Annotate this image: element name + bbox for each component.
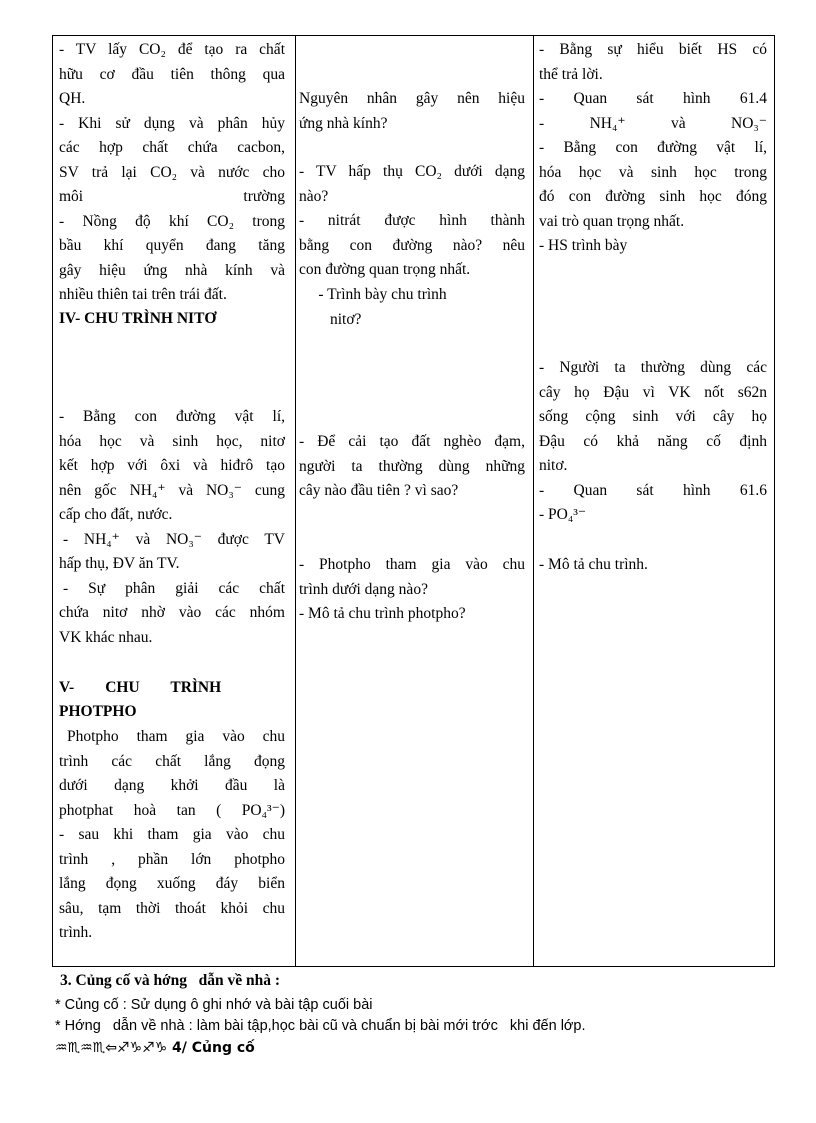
col2-question-soil (299, 430, 525, 504)
section-v-heading: V- CHU TRÌNH (59, 679, 222, 696)
col3-answers-b (539, 356, 767, 528)
text-line: - Mô tả chu trình photpho? (299, 605, 466, 622)
section-v-heading-cont: PHOTPHO (59, 703, 137, 720)
text-line: trình các chất lắng đọng (59, 752, 285, 770)
text-line: Đậu có khả năng cố định (539, 432, 767, 450)
text-line: hóa học và sinh học trong (539, 163, 767, 181)
text-line: hữu cơ đầu tiên thông qua (59, 65, 285, 83)
footer-heading: 3. Củng cố và hớng dẫn về nhà : (60, 972, 281, 989)
text-line: - NH₄⁺ và NO₃⁻ được TV (63, 530, 285, 548)
col2-question-greenhouse (299, 87, 525, 136)
text-line: dưới dạng khởi đầu là (59, 777, 285, 794)
text-line: SV trả lại CO₂ và nước cho (59, 163, 285, 181)
text-line: - TV hấp thụ CO₂ dưới dạng (299, 163, 525, 180)
text-line: Nguyên nhân gây nên hiệu (299, 90, 525, 107)
footer-line-2: * Hớng dẫn về nhà : làm bài tập,học bài cũ và chuẩn bị bài mới trớc khi đến lớp. (55, 1018, 586, 1034)
text-line: - Photpho tham gia vào chu (299, 556, 525, 573)
text-line: - HS trình bày (539, 237, 628, 254)
text-line: nitơ. (539, 457, 568, 474)
text-line: cấp cho đất, nước. (59, 506, 173, 523)
text-line: - Nồng độ khí CO₂ trong (59, 212, 285, 230)
text-line: bằng con đường nào? nêu (299, 236, 525, 254)
col3-answers-c (539, 553, 648, 578)
text-line: - Sự phân giải các chất (63, 579, 285, 597)
text-line: - Mô tả chu trình. (539, 556, 648, 573)
col2-question-co2-nitrate (299, 160, 525, 283)
text-line: Photpho tham gia vào chu (67, 728, 285, 745)
text-line: nhiều thiên tai trên trái đất. (59, 286, 227, 303)
text-line: nào? (299, 187, 329, 205)
text-line: - Khi sử dụng và phân hủy (59, 114, 285, 132)
col1-block-b (59, 405, 285, 650)
text-line: người ta thường dùng những (299, 457, 525, 475)
text-line: - Trình bày chu trình (299, 286, 447, 303)
text-line: trình dưới dạng nào? (299, 580, 428, 598)
text-line: - Quan sát hình 61.4 (539, 90, 767, 107)
text-line: - Để cải tạo đất nghèo đạm, (299, 433, 525, 450)
text-line: - TV lấy CO₂ để tạo ra chất (59, 41, 285, 58)
text-line: VK khác nhau. (59, 628, 153, 646)
text-line: trình. (59, 924, 93, 941)
column-divider-1 (295, 36, 296, 966)
footer-line-3: ♒♏♒♏⇦♐♑♐♑ 4/ Củng cố (55, 1040, 255, 1056)
text-line: - PO₄³⁻ (539, 506, 587, 523)
text-line: thể trả lời. (539, 65, 603, 83)
text-line: - Bằng con đường vật lí, (59, 408, 285, 425)
text-line: - Bằng sự hiểu biết HS có (539, 41, 767, 58)
section-iv-heading: IV- CHU TRÌNH NITƠ (59, 310, 217, 327)
text-line: đó con đường sinh học đóng (539, 188, 767, 205)
col2-question-nitrogen-cycle (299, 283, 447, 332)
text-line: photphat hoà tan ( PO₄³⁻) (59, 801, 285, 819)
text-line: cây họ Đậu vì VK nốt s62n (539, 383, 767, 401)
text-line: ứng nhà kính? (299, 114, 388, 132)
text-line: vai trò quan trọng nhất. (539, 212, 685, 230)
text-line: con đường quan trọng nhất. (299, 261, 471, 278)
text-line: cây nào đầu tiên ? vì sao? (299, 482, 459, 499)
text-line: hấp thụ, ĐV ăn TV. (59, 555, 180, 572)
text-line: trình , phần lớn photpho (59, 850, 285, 868)
text-line: lắng đọng xuống đáy biển (59, 875, 285, 892)
text-line: chứa nitơ nhờ vào các nhóm (59, 604, 285, 621)
text-line: - Người ta thường dùng các (539, 359, 767, 376)
col1-block-c (59, 725, 285, 946)
lesson-table (52, 35, 775, 967)
text-line: bầu khí quyển đang tăng (59, 237, 285, 254)
col2-question-phosphorus (299, 553, 525, 627)
text-line: sâu, tạm thời thoát khỏi chu (59, 899, 285, 917)
text-line: - sau khi tham gia vào chu (59, 826, 285, 843)
text-line: môi trường (59, 188, 285, 205)
text-line: hóa học và sinh học, nitơ (59, 432, 285, 450)
text-line: nên gốc NH₄⁺ và NO₃⁻ cung (59, 481, 285, 499)
text-line: - Quan sát hình 61.6 (539, 481, 767, 499)
column-divider-2 (533, 36, 534, 966)
text-line: - NH₄⁺ và NO₃⁻ (539, 114, 767, 132)
col3-answers-a (539, 38, 767, 259)
text-line: QH. (59, 90, 86, 107)
col1-block-a (59, 38, 285, 308)
text-line: kết hợp với ôxi và hiđrô tạo (59, 457, 285, 474)
text-line: - Bằng con đường vật lí, (539, 139, 767, 156)
text-line: gây hiệu ứng nhà kính và (59, 261, 285, 279)
text-line: sống cộng sinh với cây họ (539, 408, 767, 425)
footer-line-1: * Củng cố : Sử dụng ô ghi nhớ và bài tập cuối bài (55, 997, 373, 1013)
text-line: - nitrát được hình thành (299, 212, 525, 229)
text-line: các hợp chất chứa cacbon, (59, 139, 285, 156)
text-line: nitơ? (299, 310, 362, 328)
